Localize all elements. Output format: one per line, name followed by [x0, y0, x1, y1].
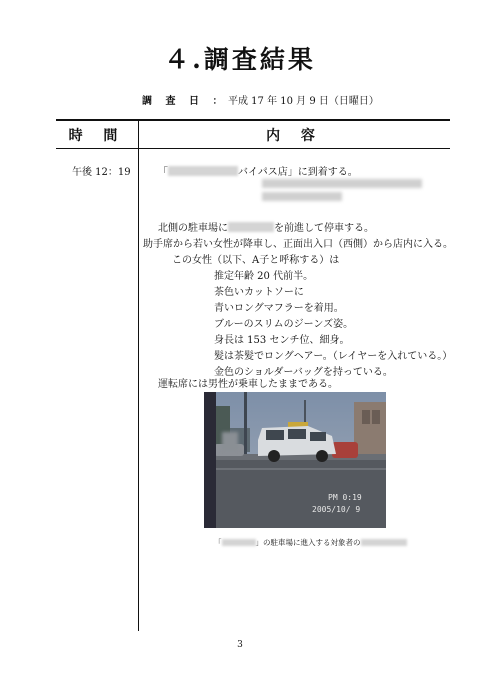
redacted-location: [222, 539, 256, 546]
arrival-text: バイパス店」に到着する。: [238, 167, 358, 178]
photo-caption: [214, 537, 407, 548]
redacted-address-line-2: [262, 192, 342, 201]
detail-height: 身長は 153 センチ位、細身。: [214, 335, 350, 346]
page-number: 3: [237, 640, 243, 650]
passenger-line: 助手席から若い女性が降車し、正面出入口（西側）から店内に入る。: [143, 239, 453, 250]
photo-timestamp-date: 2005/10/ 9: [312, 505, 361, 514]
redacted-vehicle: [228, 222, 274, 232]
surveillance-photo: [204, 392, 386, 528]
detail-top: 茶色いカットソーに: [214, 287, 304, 298]
column-header-content: 内 容: [266, 128, 323, 144]
driver-line: 運転席には男性が乗車したままである。: [158, 379, 338, 390]
caption-open-bracket: 「: [214, 538, 222, 547]
survey-date-label: 調 査 日 ：: [142, 96, 228, 107]
detail-scarf: 青いロングマフラーを着用。: [214, 303, 344, 314]
arrival-line: [158, 163, 358, 178]
detail-bag: 金色のショルダーバッグを持っている。: [214, 367, 393, 378]
survey-date-value: 平成 17 年 10 月 9 日（日曜日）: [228, 96, 379, 107]
redacted-subject-vehicle: [361, 539, 407, 546]
parking-prefix: 北側の駐車場に: [158, 223, 228, 234]
detail-jeans: ブルーのスリムのジーンズ姿。: [214, 319, 354, 330]
column-header-time: 時 間: [68, 128, 126, 144]
table-top-rule: [56, 119, 450, 121]
table-header-rule: [56, 148, 450, 149]
photo-timestamp-time: PM 0:19: [328, 493, 362, 502]
parking-line: [158, 219, 374, 234]
caption-text: 」の駐車場に進入する対象者の: [255, 538, 361, 547]
detail-age: 推定年齢 20 代前半。: [214, 271, 314, 282]
photo-left-border: [204, 392, 216, 528]
arrival-open-bracket: 「: [158, 167, 168, 178]
page-title: ４.調査結果: [164, 45, 316, 74]
photo-scene: [204, 392, 386, 528]
time-entry: 午後 12：19: [72, 167, 131, 178]
redacted-store-name: [168, 166, 238, 176]
table-column-divider: [138, 119, 139, 631]
woman-intro-line: この女性（以下、A子と呼称する）は: [172, 255, 340, 266]
parking-suffix: を前進して停車する。: [274, 223, 374, 234]
detail-hair: 髪は茶髪でロングヘアー。（レイヤーを入れている。）: [214, 351, 453, 362]
redacted-plate-area: [222, 432, 238, 450]
redacted-address-line-1: [262, 179, 422, 188]
